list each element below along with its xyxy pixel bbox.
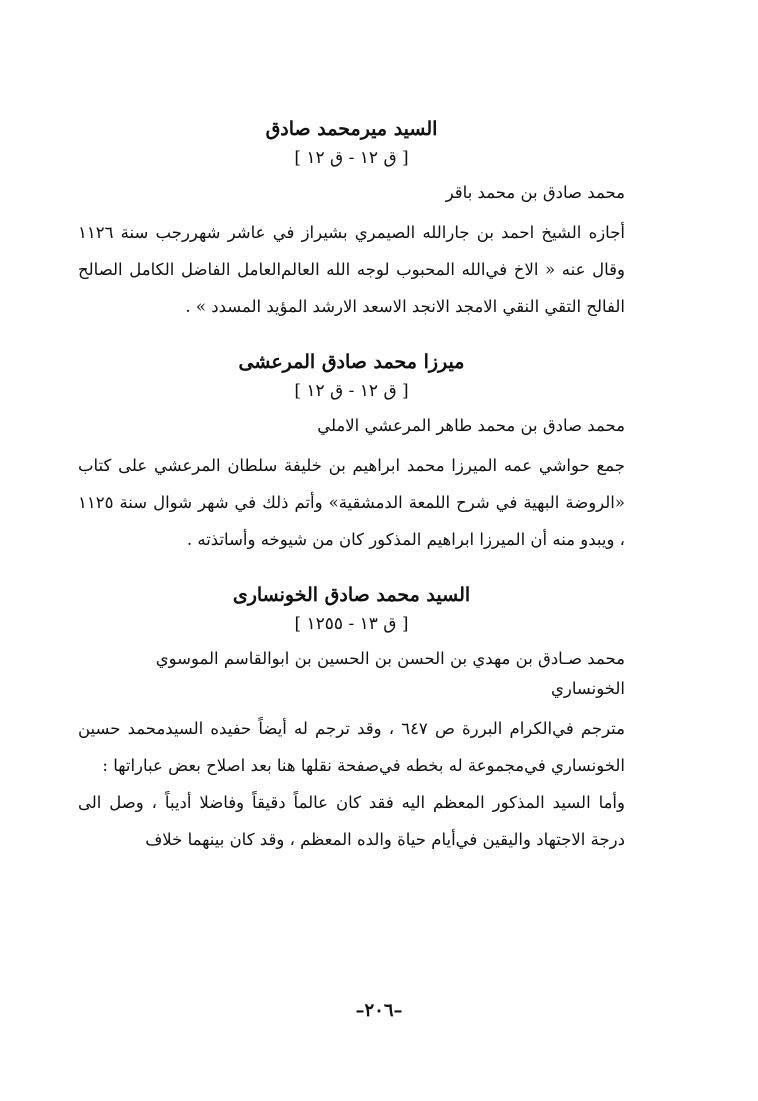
entry-body — [78, 447, 625, 558]
entry-separator — [78, 325, 625, 343]
entry-separator — [78, 558, 625, 576]
entry-mirza-muhammad-sadiq-marashi — [78, 343, 625, 558]
entry-lineage: محمد صـادق بن مهدي بن الحسن بن الحسين بن ابوالقاسم الموسوي الخونساري — [155, 649, 625, 698]
entry-title: السيد محمد صادق الخونسارى — [232, 584, 471, 606]
entry-paragraph: مترجم في‌الكرام البررة ص ٦٤٧ ، وقد ترجم له أيضاً حفيده السيدمحمد حسين الخونساري في‌مجموعة له بخطه في‌صفحة نقلها هنا بعد اصلاح بعض عباراتها : — [78, 719, 625, 775]
entry-title: ميرزا محمد صادق المرعشى — [238, 351, 465, 373]
entry-dates: [ ق ١٣ - ١٢٥٥ ] — [294, 614, 409, 634]
page-content — [78, 110, 625, 858]
page-number: –٢٠٦– — [355, 1000, 403, 1021]
entry-lineage: محمد صادق بن محمد باقر — [445, 183, 625, 202]
entry-body — [78, 710, 625, 858]
entry-title: السيد ميرمحمد صادق — [265, 118, 438, 140]
entry-paragraph: وأما السيد المذكور المعظم اليه فقد كان عالماً دقيقاً وفاضلا أديباً ، وصل الى درجة الاجتهاد واليقين في‌أيام حياة والده المعظم ، وقد كان بينهما خلاف — [78, 793, 625, 849]
entry-paragraph: أجازه الشيخ احمد بن جارالله الصيمري بشيراز في عاشر شهررجب سنة ١١٢٦ وقال عنه « الاخ في‌الله المحبوب لوجه الله العالم‌العامل الفاضل الكامل الصالح الفالح التقي النقي الامجد الانجد الاسعد الارشد المؤيد المسدد » . — [78, 223, 625, 316]
entry-lineage: محمد صادق بن محمد طاهر المرعشي الاملي — [317, 416, 625, 435]
entry-muhammad-sadiq-khwansari — [78, 576, 625, 858]
entry-dates: [ ق ١٢ - ق ١٢ ] — [294, 381, 409, 401]
entry-dates: [ ق ١٢ - ق ١٢ ] — [294, 148, 409, 168]
entry-paragraph: جمع حواشي عمه الميرزا محمد ابراهيم بن خليفة سلطان المرعشي على كتاب «الروضة البهية في شرح اللمعة الدمشقية» وأتم ذلك في شهر شوال سنة ١١٢٥ ، ويبدو منه أن الميرزا ابراهيم المذكور كان من شيوخه وأساتذته . — [78, 456, 625, 549]
entry-body — [78, 214, 625, 325]
entry-mir-muhammad-sadiq — [78, 110, 625, 325]
